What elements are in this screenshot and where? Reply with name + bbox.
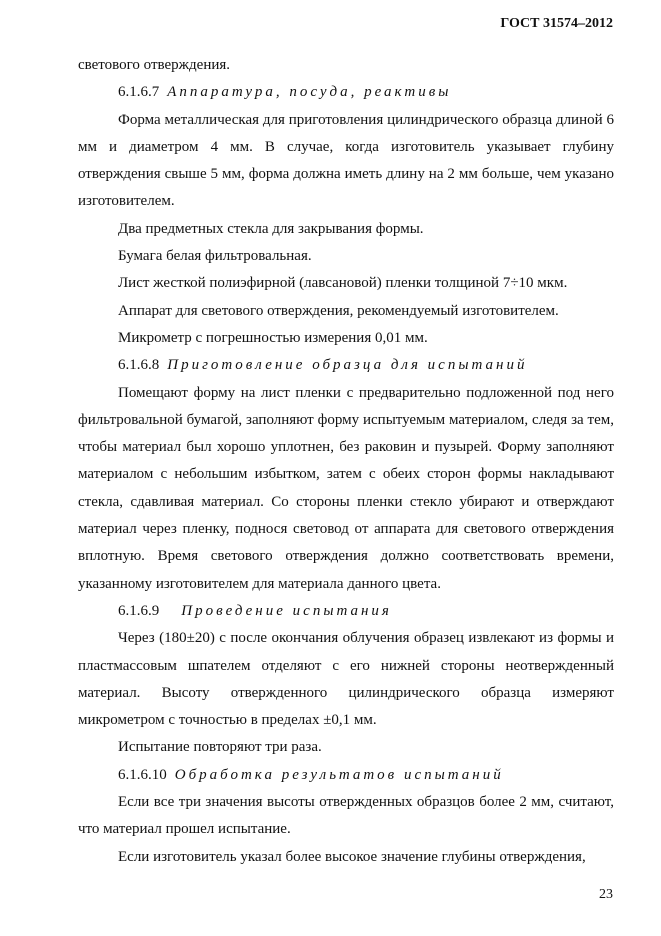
paragraph-testing: Через (180±20) с после окончания облучения образец извлекают из формы и пластмассовым шпателем отделяют с его нижней стороны неотвержденный материал. Высоту отвержденного цилиндрического образца измеряют микрометром с точностью в пределах ±0,1 мм. bbox=[78, 630, 614, 729]
page-number: 23 bbox=[599, 887, 613, 902]
section-heading-6-1-6-7 bbox=[78, 79, 614, 106]
document-body bbox=[78, 52, 614, 871]
section-number: 6.1.6.9 bbox=[118, 602, 160, 619]
paragraph-results: Если все три значения высоты отвержденных образцов более 2 мм, считают, что материал прошел испытание. bbox=[78, 794, 614, 838]
section-heading-6-1-6-9 bbox=[78, 598, 614, 625]
document-header: ГОСТ 31574–2012 bbox=[500, 16, 613, 31]
section-number: 6.1.6.10 bbox=[118, 766, 167, 783]
section-title: Аппаратура, посуда, реактивы bbox=[167, 84, 452, 101]
section-title: Обработка результатов испытаний bbox=[174, 766, 504, 783]
section-number: 6.1.6.8 bbox=[118, 357, 160, 374]
paragraph-apparatus: Аппарат для светового отверждения, рекомендуемый изготовителем. bbox=[118, 302, 559, 319]
section-heading-6-1-6-10 bbox=[78, 762, 614, 789]
paragraph-continuation: светового отверждения. bbox=[78, 57, 231, 73]
section-title: Приготовление образца для испытаний bbox=[167, 357, 528, 374]
section-heading-6-1-6-8 bbox=[78, 352, 614, 379]
paragraph-results-continued: Если изготовитель указал более высокое значение глубины отверждения, bbox=[118, 848, 586, 865]
section-number: 6.1.6.7 bbox=[118, 84, 160, 101]
paragraph-film: Лист жесткой полиэфирной (лавсановой) пленки толщиной 7÷10 мкм. bbox=[118, 275, 568, 292]
paragraph-micrometer: Микрометр с погрешностью измерения 0,01 мм. bbox=[118, 329, 428, 346]
paragraph-repeat: Испытание повторяют три раза. bbox=[118, 739, 322, 756]
paragraph-paper: Бумага белая фильтровальная. bbox=[118, 248, 312, 265]
section-title: Проведение испытания bbox=[181, 602, 392, 619]
paragraph-glass: Два предметных стекла для закрывания формы. bbox=[118, 220, 424, 237]
paragraph-form: Форма металлическая для приготовления цилиндрического образца длиной 6 мм и диаметром 4 мм. В случае, когда изготовитель указывает глубину отверждения свыше 5 мм, форма должна иметь длину на 2 мм больше, чем указано изготовителем. bbox=[78, 111, 614, 210]
paragraph-preparation: Помещают форму на лист пленки с предварительно подложенной под него фильтровальной бумагой, заполняют форму испытуемым материалом, следя за тем, чтобы материал был хорошо уплотнен, без раковин и пузырей. Форму заполняют материалом с небольшим избытком, затем с обеих сторон формы накладывают стекла, сдавливая материал. Со стороны пленки стекло убирают и отверждают материал через пленку, поднося световод от аппарата для светового отверждения вплотную. Время светового отверждения должно соответствовать времени, указанному изготовителем для материала данного цвета. bbox=[78, 384, 614, 592]
